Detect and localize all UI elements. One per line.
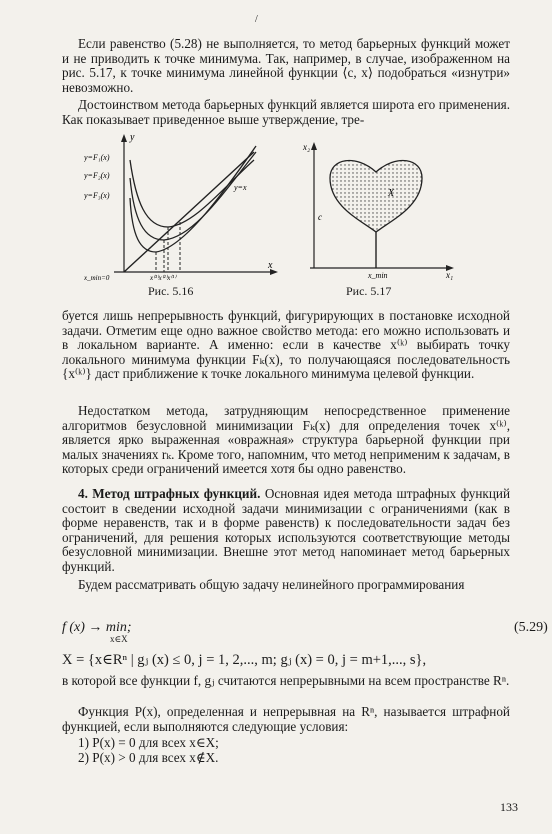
x-axis-label: x: [268, 260, 273, 271]
caption-fig-5-17: Рис. 5.17: [346, 284, 392, 298]
figure-5-17: [300, 140, 460, 280]
paragraph-4: Недостатком метода, затрудняющим непосредственное применение алгоритмов безусловной минимизации Fₖ(x) для определения точек x⁽ᵏ⁾, является ярко выраженная «овражная» структура барьерной функции при малых значениях rₖ. Кроме того, напомним, что метод неприменим к задачам, в которых среди ограничений имеется хотя бы одно равенство.: [62, 403, 510, 477]
curve-f3: [130, 146, 256, 252]
vector-c-label: c: [318, 212, 322, 222]
heart-set-X: [330, 161, 422, 232]
equation-set-X: X = {x∈Rⁿ | gⱼ (x) ≤ 0, j = 1, 2,..., m; gⱼ (x) = 0, j = m+1,..., s},: [62, 652, 427, 668]
condition-2: 2) P(x) > 0 для всех x∉X.: [78, 750, 219, 765]
paragraph-7: в которой все функции f, gⱼ считаются непрерывными на всем пространстве Rⁿ.: [62, 673, 510, 688]
label-f2: y=F₂(x): [84, 171, 110, 180]
paragraph-1: Если равенство (5.28) не выполняется, то метод барьерных функций может и не приводить к точке минимума. Так, например, в случае, изображенном на рис. 5.17, к точке минимума линейной функции ⟨c, x⟩ подобраться «изнутри» невозможно.: [62, 36, 510, 95]
caption-fig-5-16: Рис. 5.16: [148, 284, 194, 298]
condition-1: 1) P(x) = 0 для всех x∈X;: [78, 735, 219, 750]
paragraph-5: 4. Метод штрафных функций. Основная идея метода штрафных функций состоит в сведении исходной задачи минимизации с ограничениями (как в форме неравенств, так и в форме равенств) к последовательности задач без ограничений, для решения которых используются соответствующие методы безусловной минимизации. Внешне этот метод напоминает метод барьерных функций.: [62, 486, 511, 574]
equation-5-29: f (x) → min; (5.29): [62, 620, 548, 635]
line-y-equals-x: [124, 152, 254, 272]
label-f3: y=F₃(x): [84, 191, 110, 200]
paragraph-2: Достоинством метода барьерных функций является широта его применения. Как показывает приведенное выше утверждение, тре-: [62, 97, 510, 127]
equation-subscript: x∈X: [110, 634, 128, 644]
x1-axis-label: x₁: [446, 270, 454, 280]
set-X-label: X: [388, 188, 395, 199]
paragraph-8: Функция P(x), определенная и непрерывная на Rⁿ, называется штрафной функцией, если выполняются следующие условия:: [62, 704, 510, 734]
label-f1: y=F₁(x): [84, 153, 110, 162]
y-axis-label: y: [130, 132, 135, 143]
figure-5-16: [84, 132, 284, 282]
page-number: 133: [500, 800, 518, 814]
origin-label: x_min=0: [84, 274, 110, 282]
paragraph-3: буется лишь непрерывность функций, фигурирующих в постановке исходной задачи. Отметим еще одно важное свойство метода: его можно использовать и в локальном варианте. А именно: если в качестве x⁽ᵏ⁾ выбирать точку локального минимума функции Fₖ(x), то получающаяся последовательность {x⁽ᵏ⁾} даст приближение к точке локального минимума целевой функции.: [62, 308, 510, 382]
x-tick-labels: x⁽³⁾x⁽²⁾x⁽¹⁾: [150, 274, 176, 282]
equation-number: (5.29): [514, 620, 548, 635]
paragraph-6: Будем рассматривать общую задачу нелинейного программирования: [78, 577, 465, 592]
x2-axis-label: x₂: [303, 142, 311, 152]
label-line: y=x: [234, 183, 247, 192]
xmin-label: x_min: [368, 271, 388, 280]
top-mark: /: [255, 14, 258, 25]
